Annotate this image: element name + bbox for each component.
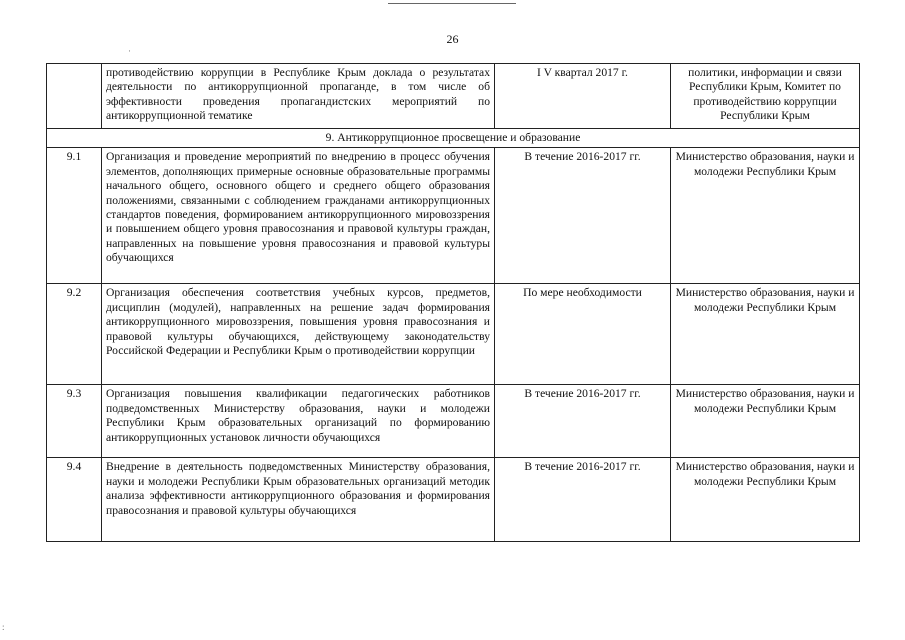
row-term: В течение 2016-2017 гг.: [495, 458, 671, 542]
top-rule: [388, 3, 516, 4]
section-title: 9. Антикоррупционное просвещение и образование: [47, 129, 860, 148]
page-number: 26: [446, 32, 459, 46]
table-row: [47, 284, 860, 385]
row-action: противодействию коррупции в Республике Крым доклада о результатах деятельности по антикоррупционной пропаганде, в том числе об эффективности проведения пропагандистских мероприятий по антикоррупционной тематике: [102, 64, 495, 129]
row-term: В течение 2016-2017 гг.: [495, 148, 671, 284]
row-responsible: Министерство образования, науки и молодежи Республики Крым: [671, 148, 860, 284]
row-term: I V квартал 2017 г.: [495, 64, 671, 129]
row-number: 9.2: [47, 284, 102, 385]
scan-speck: :: [2, 622, 5, 632]
row-term: В течение 2016-2017 гг.: [495, 385, 671, 458]
table-row: [47, 385, 860, 458]
row-responsible: Министерство образования, науки и молодежи Республики Крым: [671, 458, 860, 542]
row-action: Организация и проведение мероприятий по внедрению в процесс обучения элементов, дополняющих примерные основные образовательные программы начального общего, основного общего и среднего общего образования положениями, связанными с соблюдением гражданами антикоррупционных стандартов поведения, формированием антикоррупционного мировоззрения и повышением общего уровня правосознания и правовой культуры граждан, направленных на повышение уровня правосознания и правовой культуры обучающихся: [102, 148, 495, 284]
section-row: [47, 129, 860, 148]
action-plan-table: [46, 63, 860, 542]
row-number: 9.1: [47, 148, 102, 284]
row-responsible: Министерство образования, науки и молодежи Республики Крым: [671, 284, 860, 385]
table-row: [47, 458, 860, 542]
row-number: 9.4: [47, 458, 102, 542]
row-action: Внедрение в деятельность подведомственных Министерству образования, науки и молодежи Республики Крым образовательных организаций методик анализа эффективности антикоррупционного образования и формирования правосознания и правовой культуры обучающихся: [102, 458, 495, 542]
table-row: [47, 148, 860, 284]
row-action: Организация повышения квалификации педагогических работников подведомственных Министерству образования, науки и молодежи Республики Крым образовательных организаций по формированию антикоррупционных установок личности обучающихся: [102, 385, 495, 458]
row-action: Организация обеспечения соответствия учебных курсов, предметов, дисциплин (модулей), направленных на решение задач формирования антикоррупционного мировоззрения, повышения уровня правосознания и правовой культуры обучающихся, действующему законодательству Российской Федерации и Республики Крым о противодействии коррупции: [102, 284, 495, 385]
scan-speck: ·: [128, 46, 131, 56]
row-number: 9.3: [47, 385, 102, 458]
row-responsible: Министерство образования, науки и молодежи Республики Крым: [671, 385, 860, 458]
row-number: [47, 64, 102, 129]
row-responsible: политики, информации и связи Республики Крым, Комитет по противодействию коррупции Республики Крым: [671, 64, 860, 129]
table-row-continued: [47, 64, 860, 129]
row-term: По мере необходимости: [495, 284, 671, 385]
